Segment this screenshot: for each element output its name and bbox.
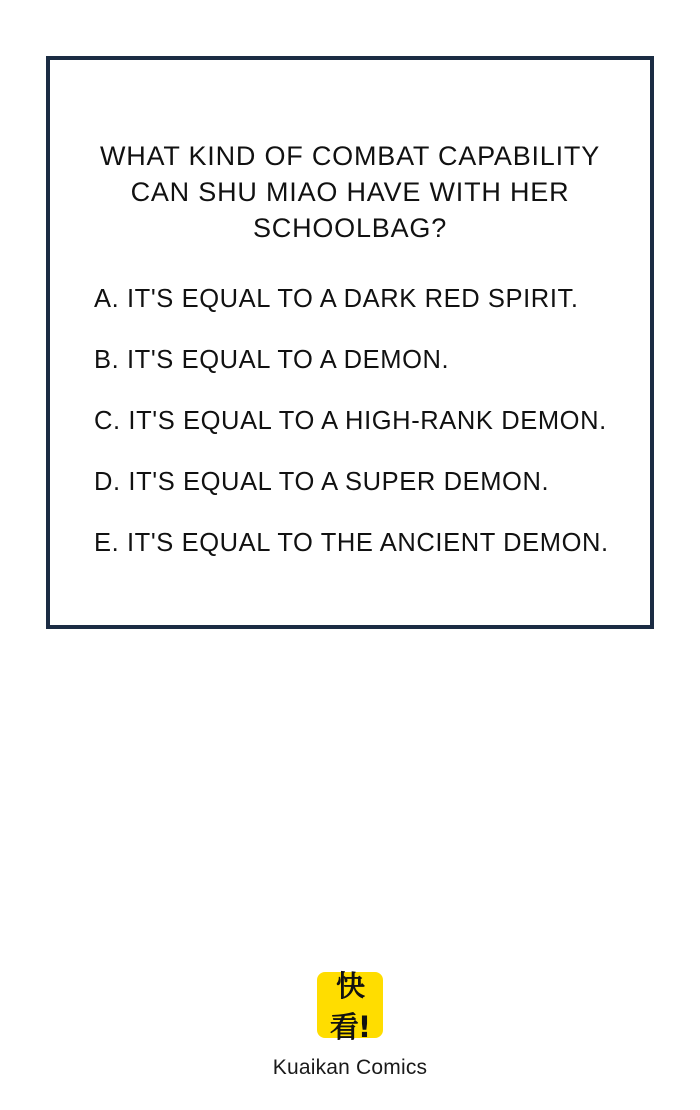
- list-item[interactable]: B. IT'S EQUAL TO A DEMON.: [94, 346, 450, 374]
- quiz-question: WHAT KIND OF COMBAT CAPABILITY CAN SHU MIAO HAVE WITH HER SCHOOLBAG?: [99, 141, 601, 243]
- list-item[interactable]: E. IT'S EQUAL TO THE ANCIENT DEMON.: [94, 529, 609, 557]
- list-item[interactable]: C. IT'S EQUAL TO A HIGH-RANK DEMON.: [94, 407, 607, 435]
- brand-name: Kuaikan Comics: [272, 1056, 428, 1079]
- list-item[interactable]: A. IT'S EQUAL TO A DARK RED SPIRIT.: [94, 285, 579, 313]
- quiz-answer-list: [50, 246, 650, 558]
- brand-footer: [0, 969, 700, 1080]
- quiz-card: [46, 56, 654, 629]
- kuaikan-logo-icon: 快看!: [317, 972, 383, 1038]
- list-item[interactable]: D. IT'S EQUAL TO A SUPER DEMON.: [94, 468, 550, 496]
